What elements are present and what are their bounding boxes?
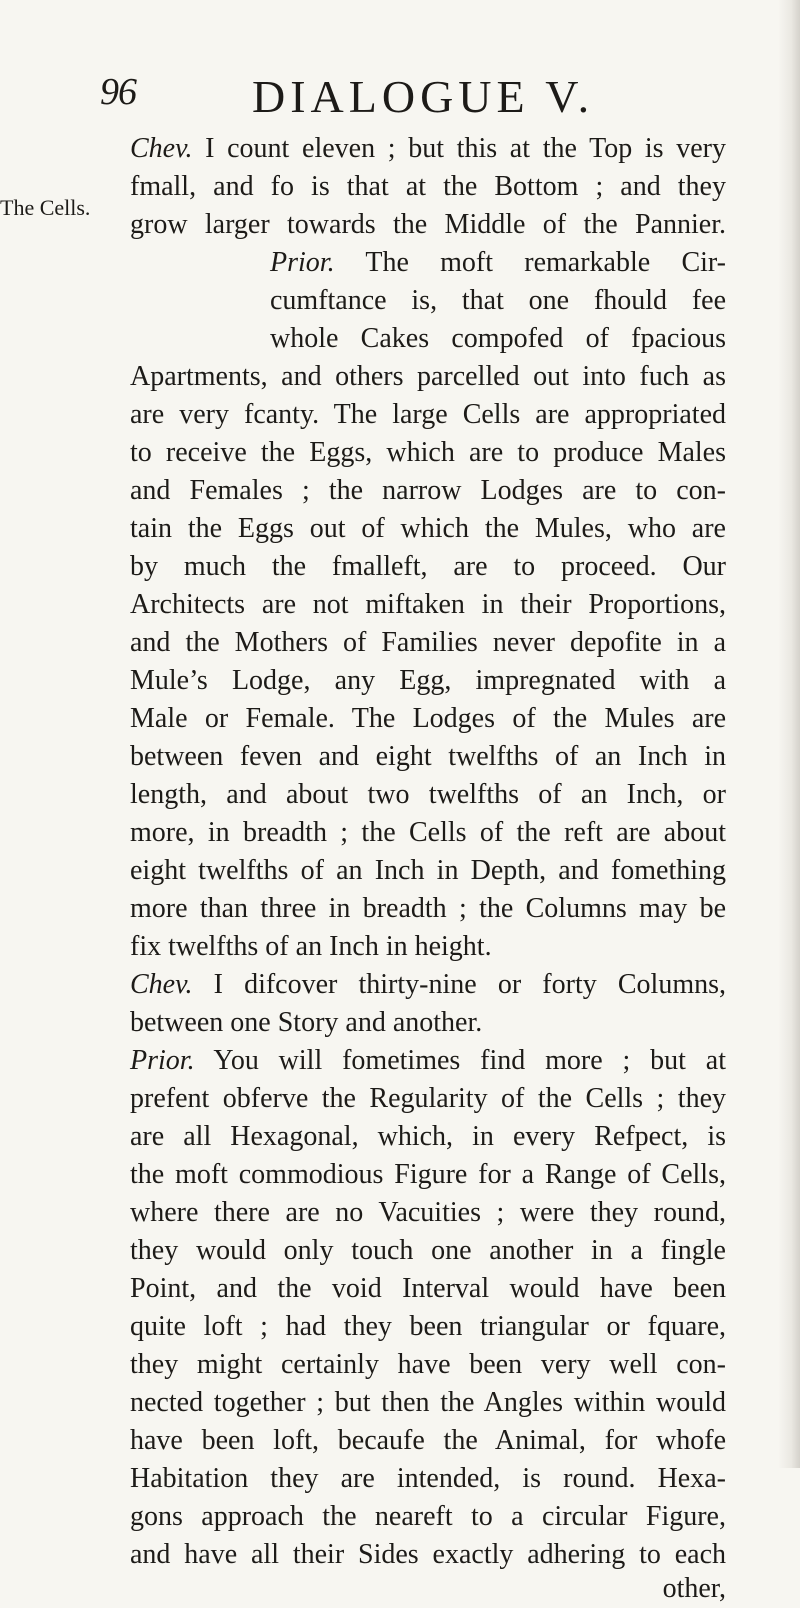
line-text: by much the fmalleft, are to proceed. Our: [130, 551, 726, 582]
line-text: more than three in breadth ; the Columns may be: [130, 893, 726, 924]
line-text: You will fometimes find more ; but at: [194, 1045, 726, 1076]
catchword-text: other,: [662, 1573, 726, 1604]
text-line: [130, 1422, 726, 1460]
margin-note: The Cells.: [0, 195, 91, 220]
line-text: fix twelfths of an Inch in height.: [130, 931, 492, 962]
line-text: where there are no Vacuities ; were they round,: [130, 1197, 726, 1228]
line-text: they might certainly have been very well con-: [130, 1349, 726, 1380]
running-head: DIALOGUE V.: [252, 71, 595, 122]
text-line: [130, 1270, 726, 1308]
line-text: they would only touch one another in a fingle: [130, 1235, 726, 1266]
text-line: [270, 244, 726, 282]
text-line: [130, 814, 726, 852]
text-line: [130, 1498, 726, 1536]
line-text: Architects are not miftaken in their Proportions,: [130, 589, 726, 620]
text-line: [130, 700, 726, 738]
text-line: [130, 1536, 726, 1574]
line-text: Male or Female. The Lodges of the Mules are: [130, 703, 726, 734]
line-text: and the Mothers of Families never depofite in a: [130, 627, 726, 658]
line-text: the moft commodious Figure for a Range of Cells,: [130, 1159, 726, 1190]
text-line: [130, 928, 492, 966]
line-text: are very fcanty. The large Cells are appropriated: [130, 399, 726, 430]
text-line: [130, 130, 726, 168]
text-line: [130, 510, 726, 548]
line-text: whole Cakes compofed of fpacious: [270, 323, 726, 354]
line-text: more, in breadth ; the Cells of the reft are about: [130, 817, 726, 848]
text-line: [130, 1194, 726, 1232]
page-header: [100, 70, 700, 130]
line-text: Habitation they are intended, is round. Hexa-: [130, 1463, 726, 1494]
speaker-label: Chev.: [130, 133, 193, 164]
line-text: prefent obferve the Regularity of the Cells ; they: [130, 1083, 726, 1114]
text-line: [130, 1004, 482, 1042]
line-text: grow larger towards the Middle of the Pannier.: [130, 209, 726, 240]
text-line: [130, 662, 726, 700]
text-line: [130, 1384, 726, 1422]
text-line: [130, 472, 726, 510]
line-text: nected together ; but then the Angles within would: [130, 1387, 726, 1418]
text-line: [130, 586, 726, 624]
text-line: [130, 1460, 726, 1498]
text-line: [130, 396, 726, 434]
page-number: 96: [100, 71, 136, 113]
line-text: cumftance is, that one fhould fee: [270, 285, 726, 316]
line-text: between one Story and another.: [130, 1007, 483, 1038]
line-text: Point, and the void Interval would have been: [130, 1273, 726, 1304]
catchword: [130, 1570, 726, 1608]
line-text: fmall, and fo is that at the Bottom ; and they: [130, 171, 726, 202]
line-text: Apartments, and others parcelled out into fuch as: [130, 361, 726, 392]
text-line: [130, 776, 726, 814]
text-line: [130, 434, 726, 472]
line-text: Mule’s Lodge, any Egg, impregnated with a: [130, 665, 726, 696]
line-text: I count eleven ; but this at the Top is very: [192, 133, 726, 164]
line-text: length, and about two twelfths of an Inch, or: [130, 779, 726, 810]
text-line: [130, 1346, 726, 1384]
text-line: [130, 1232, 726, 1270]
speaker-label: Prior.: [270, 247, 335, 278]
line-text: eight twelfths of an Inch in Depth, and fomething: [130, 855, 726, 886]
line-text: I difcover thirty-nine or forty Columns,: [192, 969, 726, 1000]
text-line: [130, 738, 726, 776]
line-text: The moft remarkable Cir-: [334, 247, 726, 278]
line-text: are all Hexagonal, which, in every Refpect, is: [130, 1121, 726, 1152]
text-line: [130, 1118, 726, 1156]
text-line: [130, 1042, 726, 1080]
text-line: [130, 168, 726, 206]
line-text: gons approach the neareft to a circular Figure,: [130, 1501, 726, 1532]
text-line: [130, 852, 726, 890]
text-line: [130, 548, 726, 586]
line-text: and Females ; the narrow Lodges are to con-: [130, 475, 726, 506]
line-text: have been loft, becaufe the Animal, for whofe: [130, 1425, 726, 1456]
text-line: [130, 206, 726, 244]
line-text: tain the Eggs out of which the Mules, who are: [130, 513, 726, 544]
text-line: [130, 624, 726, 662]
speaker-label: Chev.: [130, 969, 193, 1000]
text-line: [130, 1080, 726, 1118]
line-text: quite loft ; had they been triangular or fquare,: [130, 1311, 726, 1342]
text-line: [270, 320, 726, 358]
text-line: [270, 282, 726, 320]
text-line: [130, 358, 726, 396]
text-line: [130, 890, 726, 928]
text-line: [130, 1308, 726, 1346]
speaker-label: Prior.: [130, 1045, 195, 1076]
text-line: [130, 1156, 726, 1194]
line-text: to receive the Eggs, which are to produce Males: [130, 437, 726, 468]
line-text: between feven and eight twelfths of an Inch in: [130, 741, 726, 772]
line-text: and have all their Sides exactly adhering to each: [130, 1539, 726, 1570]
text-line: [130, 966, 726, 1004]
page-edge-shadow: [778, 0, 800, 1468]
